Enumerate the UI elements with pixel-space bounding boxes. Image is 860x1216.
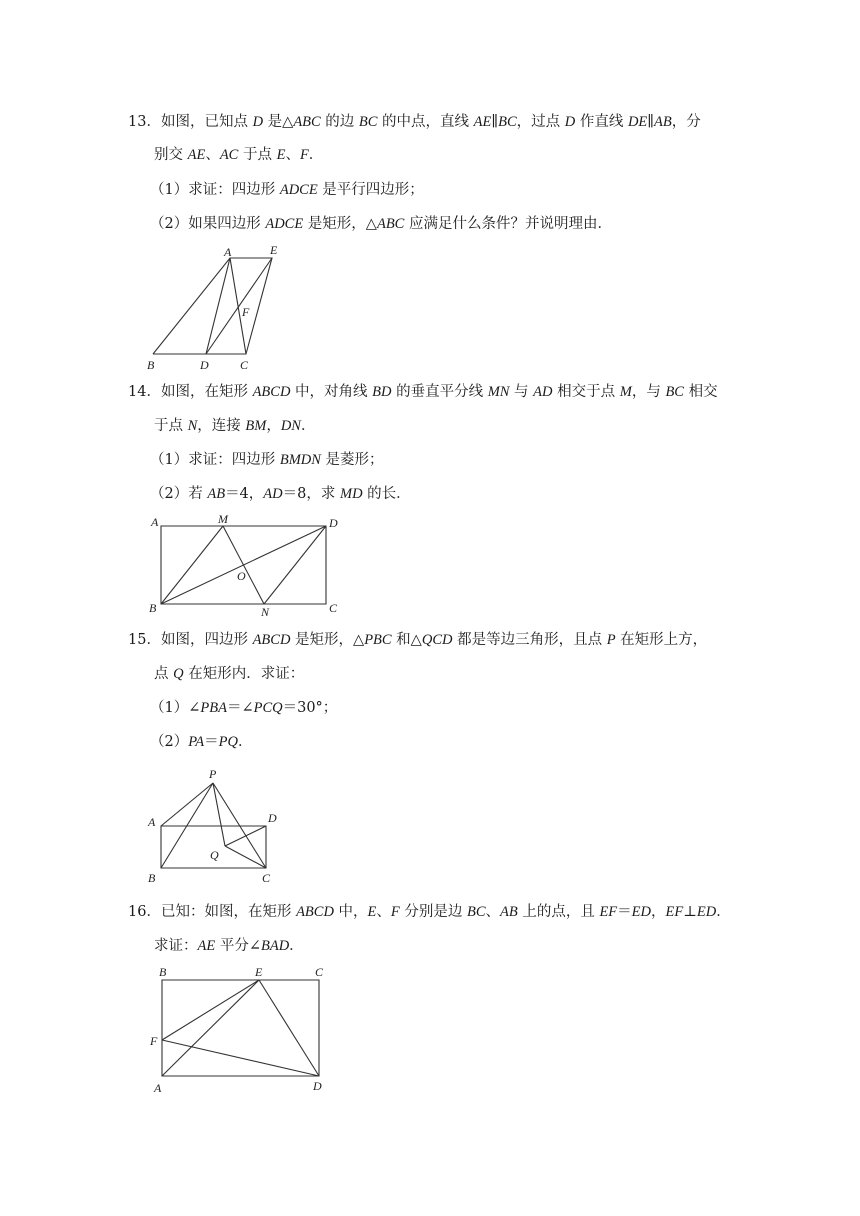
math-symbol: Q	[173, 666, 184, 682]
p15-label-d: D	[268, 811, 277, 825]
math-symbol: ABC	[376, 216, 405, 232]
p15-label-a: A	[148, 815, 156, 829]
problem-number: 14．	[128, 384, 161, 400]
math-symbol: MN	[487, 384, 510, 400]
text-run: 于点	[154, 418, 188, 434]
math-symbol: BC	[466, 904, 486, 920]
math-symbol: AD	[533, 384, 553, 400]
text-run: 别交	[154, 147, 188, 163]
text-run: 应满足什么条件？并说明理由．	[404, 216, 612, 232]
p14-label-o: O	[237, 569, 246, 583]
p14-label-d: D	[329, 516, 338, 530]
text-run: 相交于点	[552, 384, 620, 400]
math-symbol: PQ	[218, 734, 238, 750]
text-run: 都是等边三角形，且点	[452, 632, 607, 648]
text-run: 和△	[391, 632, 422, 648]
text-run: ，	[651, 904, 666, 920]
p16-rectangle	[162, 980, 319, 1076]
text-run: 、	[485, 904, 500, 920]
math-symbol: PBA	[200, 700, 227, 716]
text-run: ＝	[617, 904, 632, 920]
p15-label-c: C	[262, 871, 271, 885]
text-run: ．	[289, 938, 304, 954]
math-symbol: M	[619, 384, 632, 400]
text-run: 在矩形内．求证：	[183, 666, 305, 682]
math-symbol: AB	[207, 486, 226, 502]
text-run: （2）如果四边形	[150, 216, 266, 232]
p15-label-b: B	[148, 871, 156, 885]
math-symbol: ED	[696, 904, 717, 920]
problem-number: 16．	[128, 904, 161, 920]
text-run: ＝8，求	[282, 486, 340, 502]
p13-label-f: F	[242, 305, 250, 319]
p16-label-b: B	[159, 965, 167, 979]
math-symbol: AC	[219, 147, 239, 163]
p14-label-b: B	[149, 601, 157, 615]
math-symbol: AE	[187, 147, 206, 163]
text-run: ＝4，	[225, 486, 264, 502]
text-run: 是矩形，△	[303, 216, 377, 232]
math-symbol: P	[606, 632, 616, 648]
text-run: 的中点，直线	[377, 114, 474, 130]
text-run: ＝30°；	[282, 700, 338, 716]
text-run: ．	[308, 147, 324, 163]
text-run: ＝	[204, 734, 219, 750]
math-symbol: BD	[372, 384, 392, 400]
text-run: 是矩形，△	[290, 632, 365, 648]
math-symbol: AE	[473, 114, 492, 130]
math-symbol: PCQ	[253, 700, 283, 716]
math-symbol: ABCD	[252, 384, 291, 400]
p15-label-q: Q	[210, 848, 219, 862]
problem-number: 13．	[128, 114, 161, 130]
text-run: 相交	[683, 384, 718, 400]
p13-label-a: A	[224, 245, 232, 259]
text-run: ．	[300, 418, 316, 434]
text-run: 中，对角线	[290, 384, 373, 400]
p16-segment-fd	[162, 1040, 319, 1076]
text-run: （1）∠	[150, 700, 201, 716]
p14-label-n: N	[261, 605, 270, 619]
text-run: 于点	[238, 147, 277, 163]
text-run: ⊥	[683, 904, 697, 920]
text-run: 点	[154, 666, 174, 682]
p15-label-p: P	[209, 767, 217, 781]
math-symbol: PBC	[364, 632, 392, 648]
text-run: ，连接	[197, 418, 246, 434]
math-symbol: BC	[358, 114, 378, 130]
math-symbol: EF	[599, 904, 618, 920]
text-run: ，分	[671, 114, 701, 130]
text-run: 与	[509, 384, 534, 400]
text-run: （2）若	[150, 486, 208, 502]
p16-segment-ae	[162, 980, 259, 1076]
text-run: 是平行四边形；	[317, 182, 424, 198]
math-symbol: BM	[245, 418, 267, 434]
p13-label-b: B	[147, 358, 155, 372]
math-symbol: BC	[665, 384, 684, 400]
p16-segment-fe	[162, 980, 259, 1040]
text-run: 是△	[263, 114, 294, 130]
math-symbol: E	[367, 904, 377, 920]
text-run: ＝∠	[226, 700, 254, 716]
math-symbol: ADCE	[265, 216, 304, 232]
math-symbol: BAD	[260, 938, 290, 954]
math-symbol: BC	[498, 114, 517, 130]
text-run: ．	[237, 734, 253, 750]
math-symbol: D	[252, 114, 264, 130]
text-run: （1）求证：四边形	[150, 452, 280, 468]
text-run: 在矩形上方，	[615, 632, 708, 648]
math-symbol: PA	[188, 734, 205, 750]
p14-label-c: C	[329, 601, 338, 615]
text-run: 分别是边	[399, 904, 467, 920]
p16-label-c: C	[315, 965, 324, 979]
p13-label-d: D	[200, 358, 209, 372]
text-run: 已知：如图，在矩形	[160, 904, 297, 920]
math-symbol: F	[390, 904, 400, 920]
math-symbol: AD	[263, 486, 283, 502]
p16-label-d: D	[313, 1079, 322, 1093]
text-run: 上的点，且	[517, 904, 600, 920]
math-symbol: N	[187, 418, 198, 434]
math-symbol: ADCE	[279, 182, 318, 198]
p14-label-a: A	[151, 515, 159, 529]
p16-label-e: E	[255, 965, 263, 979]
math-symbol: E	[276, 147, 286, 163]
math-symbol: BMDN	[279, 452, 321, 468]
text-run: （2）	[150, 734, 189, 750]
math-symbol: AB	[653, 114, 672, 130]
text-run: 、	[376, 904, 391, 920]
p16-label-a: A	[154, 1081, 162, 1095]
text-run: 如图，在矩形	[160, 384, 253, 400]
p16-segment-ed	[259, 980, 319, 1076]
text-run: 的边	[320, 114, 359, 130]
p14-label-m: M	[218, 512, 228, 526]
math-symbol: QCD	[421, 632, 453, 648]
p13-label-e: E	[270, 243, 278, 257]
math-symbol: AB	[500, 904, 518, 920]
text-run: ∥	[491, 114, 499, 130]
math-symbol: F	[299, 147, 309, 163]
text-run: 如图，已知点	[160, 114, 253, 130]
text-run: 求证：	[154, 938, 198, 954]
text-run: 是菱形；	[320, 452, 384, 468]
math-symbol: DN	[280, 418, 301, 434]
problem-number: 15．	[128, 632, 161, 648]
text-run: ．	[716, 904, 731, 920]
text-run: ，与	[631, 384, 666, 400]
text-run: ，过点	[516, 114, 565, 130]
text-run: 平分∠	[215, 938, 261, 954]
text-run: 中，	[333, 904, 368, 920]
math-symbol: DE	[627, 114, 648, 130]
math-symbol: ABCD	[252, 632, 291, 648]
text-run: （1）求证：四边形	[150, 182, 280, 198]
math-symbol: AE	[197, 938, 216, 954]
math-symbol: MD	[339, 486, 363, 502]
math-symbol: ED	[631, 904, 651, 920]
text-run: ，	[266, 418, 281, 434]
text-run: 作直线	[575, 114, 628, 130]
text-run: 、	[285, 147, 300, 163]
math-symbol: EF	[665, 904, 684, 920]
math-symbol: D	[564, 114, 576, 130]
p13-label-c: C	[240, 358, 249, 372]
text-run: ∥	[647, 114, 654, 130]
p16-label-f: F	[150, 1034, 158, 1048]
math-symbol: ABCD	[296, 904, 334, 920]
text-run: 如图，四边形	[160, 632, 253, 648]
math-symbol: ABC	[293, 114, 321, 130]
text-run: 的垂直平分线	[391, 384, 488, 400]
text-run: 的长．	[362, 486, 411, 502]
text-run: 、	[205, 147, 220, 163]
